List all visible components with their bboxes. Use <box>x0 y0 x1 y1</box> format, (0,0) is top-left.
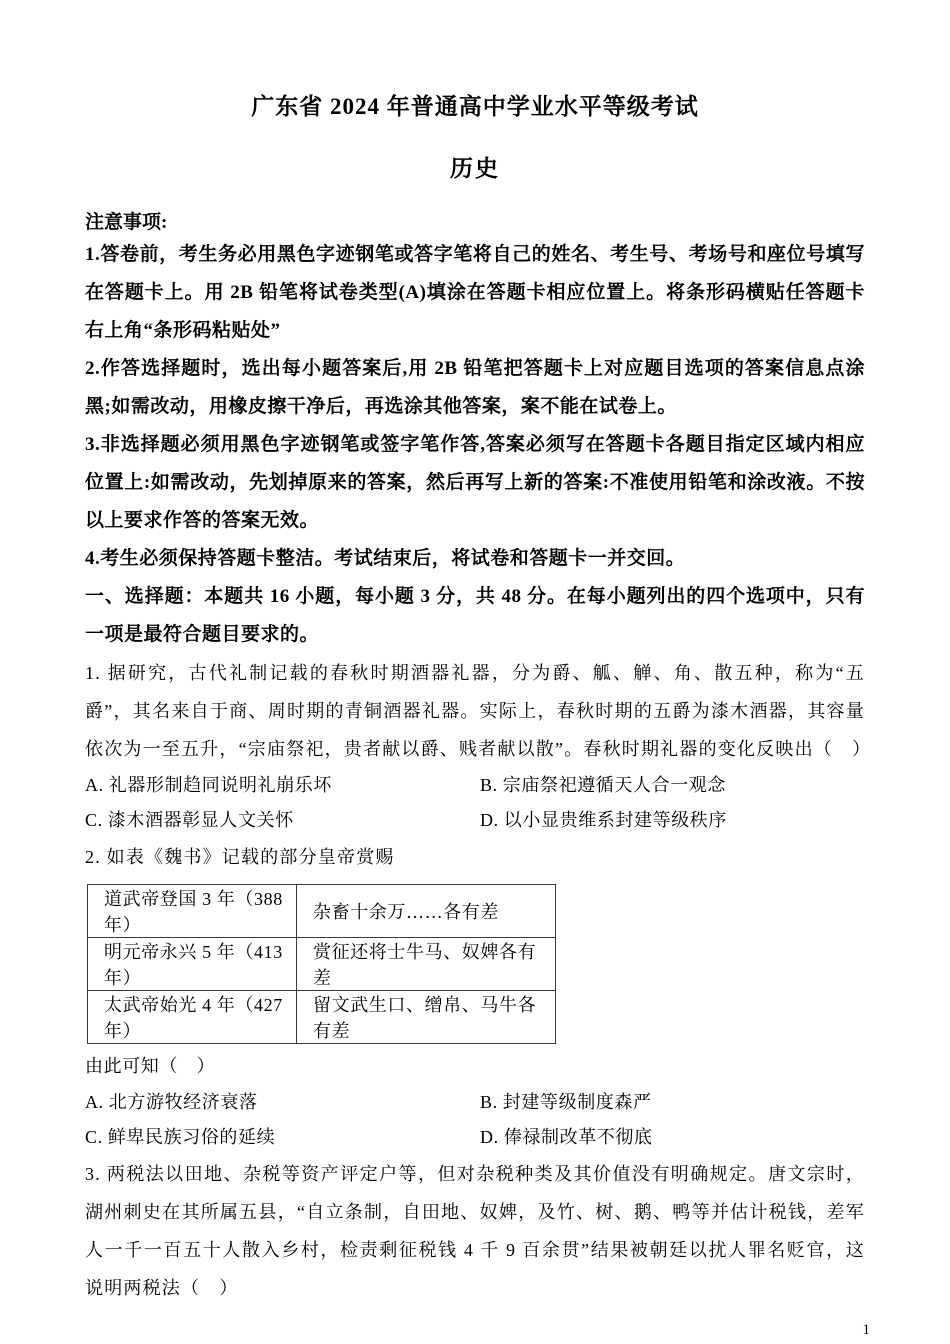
table-row <box>88 991 556 1044</box>
question-2-option-b: B. 封建等级制度森严 <box>480 1092 652 1112</box>
question-1-stem: 1. 据研究，古代礼制记载的春秋时期酒器礼器，分为爵、觚、觯、角、散五种，称为“五爵”，其名来自于商、周时期的青铜酒器礼器。实际上，春秋时期的五爵为漆木酒器，其容量依次为一至五升，“宗庙祭祀，贵者献以爵、贱者献以散”。春秋时期礼器的变化反映出（ ） <box>85 663 872 759</box>
question-1-option-d: D. 以小显贵维系封建等级秩序 <box>480 810 727 830</box>
exam-subject: 历史 <box>450 156 500 181</box>
question-2-option-a: A. 北方游牧经济衰落 <box>85 1092 258 1112</box>
section-heading: 一、选择题：本题共 16 小题，每小题 3 分，共 48 分。在每小题列出的四个选项中，只有一项是最符合题目要求的。 <box>85 586 865 645</box>
table-row <box>88 885 556 938</box>
table-cell-reward: 赏征还将士牛马、奴婢各有差 <box>297 938 556 991</box>
table-cell-date: 太武帝始光 4 年（427 年） <box>88 991 297 1044</box>
question-3 <box>85 1155 865 1307</box>
notice-item-4: 4.考生必须保持答题卡整洁。考试结束后，将试卷和答题卡一并交回。 <box>85 548 686 569</box>
wei-shu-rewards-table <box>87 884 556 1044</box>
page-number: 1 <box>862 1322 870 1338</box>
table-cell-reward: 留文武生口、缯帛、马牛各有差 <box>297 991 556 1044</box>
exam-title: 广东省 2024 年普通高中学业水平等级考试 <box>251 94 699 119</box>
table-cell-date: 道武帝登国 3 年（388 年） <box>88 885 297 938</box>
notice-item-1: 1.答卷前，考生务必用黑色字迹钢笔或答字笔将自己的姓名、考生号、考场号和座位号填写在答题卡上。用 2B 铅笔将试卷类型(A)填涂在答题卡相应位置上。将条形码横贴任答题卡右上角“条形码粘贴处” <box>85 244 865 341</box>
question-3-stem: 3. 两税法以田地、杂税等资产评定户等，但对杂税种类及其价值没有明确规定。唐文宗时，湖州刺史在其所属五县，“自立条制，自田地、奴婢，及竹、树、鹅、鸭等并估计税钱，差军人一千一百五十人散入乡村，检责剩征税钱 4 千 9 百余贯”结果被朝廷以扰人罪名贬官，这说明两税法（ ） <box>85 1164 865 1298</box>
question-2-stem: 2. 如表《魏书》记载的部分皇帝赏赐 <box>85 847 395 867</box>
table-cell-date: 明元帝永兴 5 年（413 年） <box>88 938 297 991</box>
question-1-option-b: B. 宗庙祭祀遵循天人合一观念 <box>480 775 727 795</box>
question-2-options <box>85 1085 865 1155</box>
notice-item-2: 2.作答选择题时，选出每小题答案后,用 2B 铅笔把答题卡上对应题目选项的答案信息点涂黑;如需改动，用橡皮擦干净后，再选涂其他答案，案不能在试卷上。 <box>85 358 865 417</box>
question-1-options <box>85 768 865 838</box>
table-cell-reward: 杂畜十余万……各有差 <box>297 885 556 938</box>
notice-item-3: 3.非选择题必须用黑色字迹钢笔或签字笔作答,答案必须写在答题卡各题目指定区域内相应位置上:如需改动，先划掉原来的答案，然后再写上新的答案:不准使用铅笔和涂改液。不按以上要求作答的答案无效。 <box>85 434 865 531</box>
table-row <box>88 938 556 991</box>
question-2-option-d: D. 俸禄制改革不彻底 <box>480 1127 653 1147</box>
notice-heading: 注意事项: <box>85 212 168 233</box>
question-2 <box>85 838 865 1155</box>
question-2-post-table: 由此可知（ ） <box>85 1056 216 1076</box>
question-1-option-a: A. 礼器形制趋同说明礼崩乐坏 <box>85 775 332 795</box>
question-2-option-c: C. 鲜卑民族习俗的延续 <box>85 1127 276 1147</box>
question-1-option-c: C. 漆木酒器彰显人文关怀 <box>85 810 294 830</box>
question-1 <box>85 654 872 838</box>
